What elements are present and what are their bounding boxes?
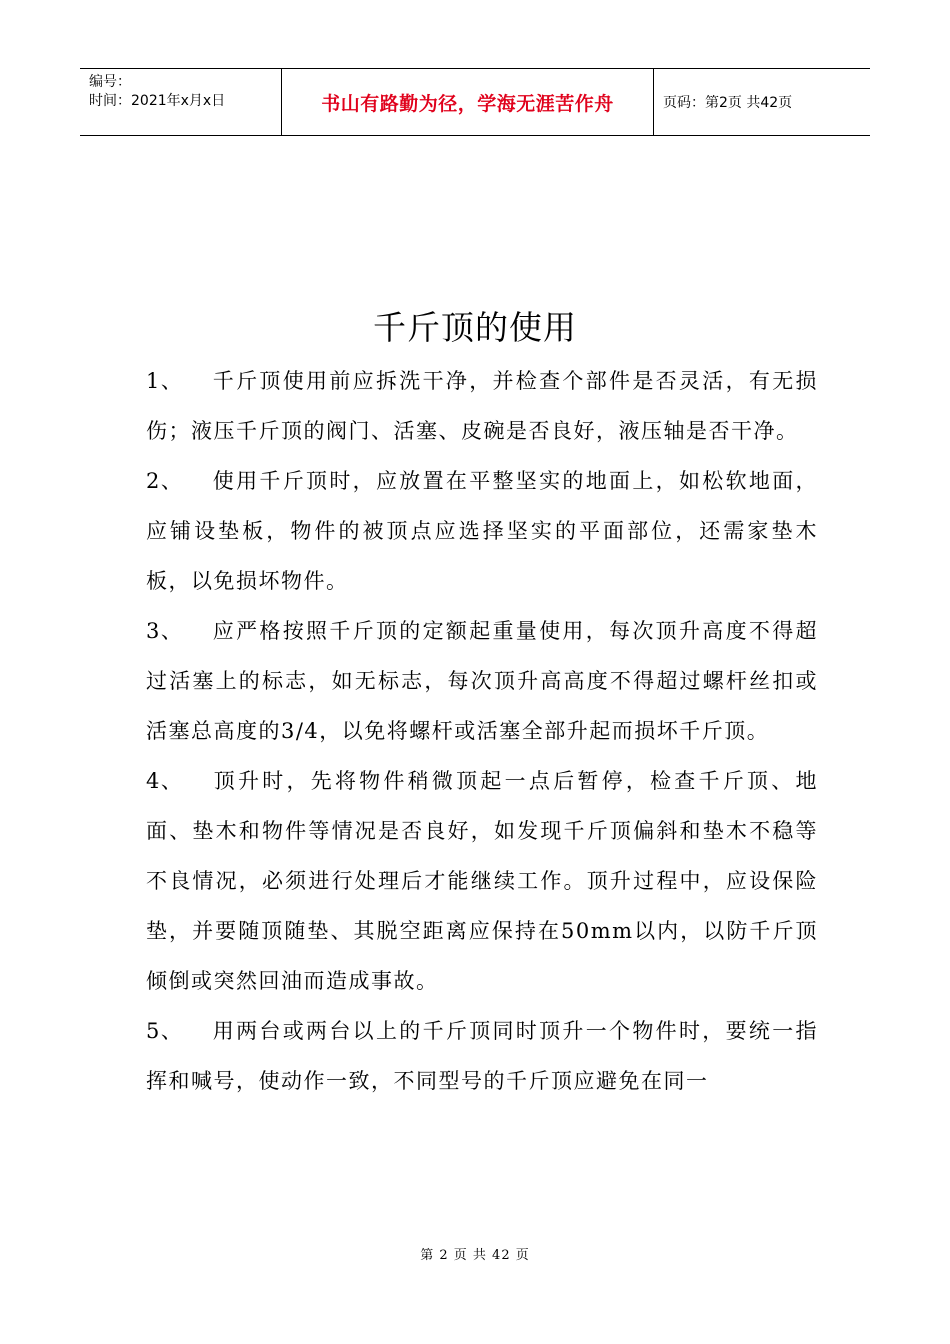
list-item	[146, 606, 818, 756]
item-text: 应严格按照千斤顶的定额起重量使用，每次顶升高度不得超过活塞上的标志，如无标志，每次顶升高高度不得超过螺杆丝扣或活塞总高度的3/4，以免将螺杆或活塞全部升起而损坏千斤顶。	[146, 619, 818, 743]
date-line: 时间：2021年x月x日	[89, 93, 226, 109]
page-footer: 第 2 页 共 42 页	[420, 1248, 530, 1263]
document-body	[146, 356, 818, 1106]
header-page-info: 页码：第2页 共42页	[663, 95, 793, 111]
item-number: 2、	[146, 469, 184, 493]
item-number: 1、	[146, 369, 184, 393]
list-item	[146, 756, 818, 1006]
header-meta	[80, 69, 282, 135]
item-text: 千斤顶使用前应拆洗干净，并检查个部件是否灵活，有无损伤；液压千斤顶的阀门、活塞、皮碗是否良好，液压轴是否干净。	[146, 369, 818, 443]
header-motto: 书山有路勤为径，学海无涯苦作舟	[282, 69, 654, 135]
item-number: 5、	[146, 1019, 184, 1043]
list-item	[146, 1006, 818, 1106]
document-title: 千斤顶的使用	[373, 308, 577, 347]
item-text: 用两台或两台以上的千斤顶同时顶升一个物件时，要统一指挥和喊号，使动作一致，不同型号的千斤顶应避免在同一	[146, 1019, 818, 1093]
item-number: 4、	[146, 769, 184, 793]
item-number: 3、	[146, 619, 184, 643]
item-text: 顶升时，先将物件稍微顶起一点后暂停，检查千斤顶、地面、垫木和物件等情况是否良好，如发现千斤顶偏斜和垫木不稳等不良情况，必须进行处理后才能继续工作。顶升过程中，应设保险垫，并要随顶随垫、其脱空距离应保持在50mm以内，以防千斤顶倾倒或突然回油而造成事故。	[146, 769, 818, 993]
list-item	[146, 356, 818, 456]
item-text: 使用千斤顶时，应放置在平整坚实的地面上，如松软地面，应铺设垫板，物件的被顶点应选择坚实的平面部位，还需家垫木板，以免损坏物件。	[146, 469, 818, 593]
serial-label: 编号：	[89, 74, 131, 90]
page-header	[80, 68, 870, 136]
list-item	[146, 456, 818, 606]
